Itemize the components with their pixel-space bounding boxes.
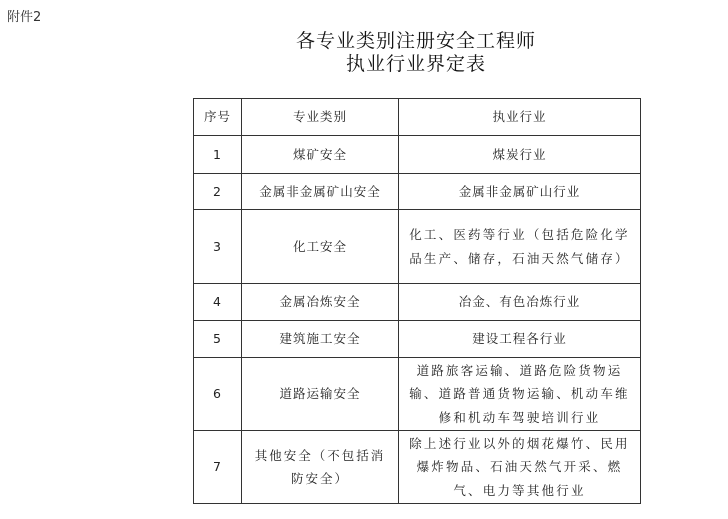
row-industry: 煤炭行业: [399, 136, 641, 174]
table-row: [194, 174, 641, 210]
header-category: 专业类别: [242, 99, 399, 136]
attachment-label: 附件2: [7, 10, 42, 25]
row-no: 2: [194, 174, 242, 210]
title-line-1: 各专业类别注册安全工程师: [295, 30, 536, 52]
row-no: 6: [194, 358, 242, 431]
row-industry: 化工、医药等行业（包括危险化学品生产、储存，石油天然气储存）: [399, 210, 641, 284]
row-no: 7: [194, 431, 242, 504]
industry-table: [193, 98, 641, 504]
row-category: 煤矿安全: [242, 136, 399, 174]
row-no: 4: [194, 284, 242, 321]
row-category: 金属冶炼安全: [242, 284, 399, 321]
row-no: 5: [194, 321, 242, 358]
table-header-row: [194, 99, 641, 136]
row-no: 3: [194, 210, 242, 284]
row-industry: 冶金、有色冶炼行业: [399, 284, 641, 321]
row-category: 其他安全（不包括消防安全）: [242, 431, 399, 504]
row-category: 建筑施工安全: [242, 321, 399, 358]
table-row: [194, 431, 641, 504]
row-category: 化工安全: [242, 210, 399, 284]
row-category: 金属非金属矿山安全: [242, 174, 399, 210]
table-row: [194, 358, 641, 431]
row-industry: 道路旅客运输、道路危险货物运输、道路普通货物运输、机动车维修和机动车驾驶培训行业: [399, 358, 641, 431]
page-subtitle: [52, 49, 728, 76]
table-row: [194, 321, 641, 358]
row-industry: 除上述行业以外的烟花爆竹、民用爆炸物品、石油天然气开采、燃气、电力等其他行业: [399, 431, 641, 504]
row-category: 道路运输安全: [242, 358, 399, 431]
table-row: [194, 210, 641, 284]
row-no: 1: [194, 136, 242, 174]
header-industry: 执业行业: [399, 99, 641, 136]
header-no: 序号: [194, 99, 242, 136]
row-industry: 金属非金属矿山行业: [399, 174, 641, 210]
table-row: [194, 284, 641, 321]
row-industry: 建设工程各行业: [399, 321, 641, 358]
table-row: [194, 136, 641, 174]
title-line-2: 执业行业界定表: [345, 53, 486, 75]
